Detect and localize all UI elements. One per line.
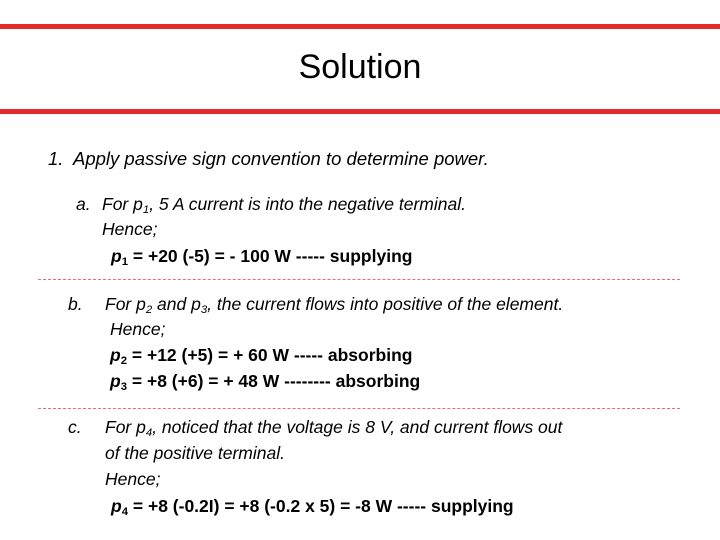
part-b-eq1-text: = +12 (+5) = + 60 W ----- absorbing xyxy=(127,345,413,365)
part-a-eq-var: p xyxy=(111,246,122,266)
part-b-eq2-sub: 3 xyxy=(120,380,128,393)
step-1-text: Apply passive sign convention to determine power. xyxy=(73,148,489,169)
part-b-eq2-var: p xyxy=(110,371,121,391)
page-title: Solution xyxy=(298,48,422,86)
part-c-statement xyxy=(105,416,562,438)
part-a-equation xyxy=(111,245,412,267)
part-b-eq1-var: p xyxy=(110,345,121,365)
part-c-text-post: , noticed that the voltage is 8 V, and current flows out xyxy=(152,417,563,437)
part-c-eq-sub: 4 xyxy=(121,505,129,518)
part-c-text-pre: For p xyxy=(105,417,146,437)
part-b-hence: Hence; xyxy=(110,319,166,339)
bottom-red-rule xyxy=(0,109,720,114)
part-a-statement xyxy=(102,193,466,215)
part-a-subscript: 1 xyxy=(142,203,150,216)
part-c-equation xyxy=(111,495,514,517)
divider-2 xyxy=(38,408,680,409)
part-a-text-pre: For p xyxy=(102,194,143,214)
part-b-subscript-2: 3 xyxy=(200,303,208,316)
part-b-text-pre: For p xyxy=(105,294,146,314)
top-red-rule xyxy=(0,24,720,29)
part-b-eq2-text: = +8 (+6) = + 48 W -------- absorbing xyxy=(127,371,421,391)
part-b-text-mid: and p xyxy=(152,294,201,314)
part-b-equation-1 xyxy=(110,344,412,366)
part-c-marker: c. xyxy=(68,417,82,437)
part-a-text-post: , 5 A current is into the negative terminal. xyxy=(149,194,466,214)
part-b-marker: b. xyxy=(68,294,83,314)
part-c-continuation: of the positive terminal. xyxy=(105,443,285,463)
part-b-eq1-sub: 2 xyxy=(120,354,128,367)
part-b-text-post: , the current flows into positive of the element. xyxy=(207,294,564,314)
part-a-marker: a. xyxy=(76,194,91,214)
part-b-equation-2 xyxy=(110,370,420,392)
part-a-eq-text: = +20 (-5) = - 100 W ----- supplying xyxy=(128,246,413,266)
part-a-eq-sub: 1 xyxy=(121,255,129,268)
part-c-hence: Hence; xyxy=(105,469,161,489)
part-a-hence: Hence; xyxy=(102,219,158,239)
part-b-subscript-1: 2 xyxy=(145,303,153,316)
part-c-eq-var: p xyxy=(111,496,122,516)
step-1-number: 1. xyxy=(48,148,64,169)
part-b-statement xyxy=(105,293,563,315)
divider-1 xyxy=(38,279,680,280)
part-c-subscript: 4 xyxy=(145,426,153,439)
part-c-eq-text: = +8 (-0.2I) = +8 (-0.2 x 5) = -8 W ----- supplying xyxy=(128,496,514,516)
